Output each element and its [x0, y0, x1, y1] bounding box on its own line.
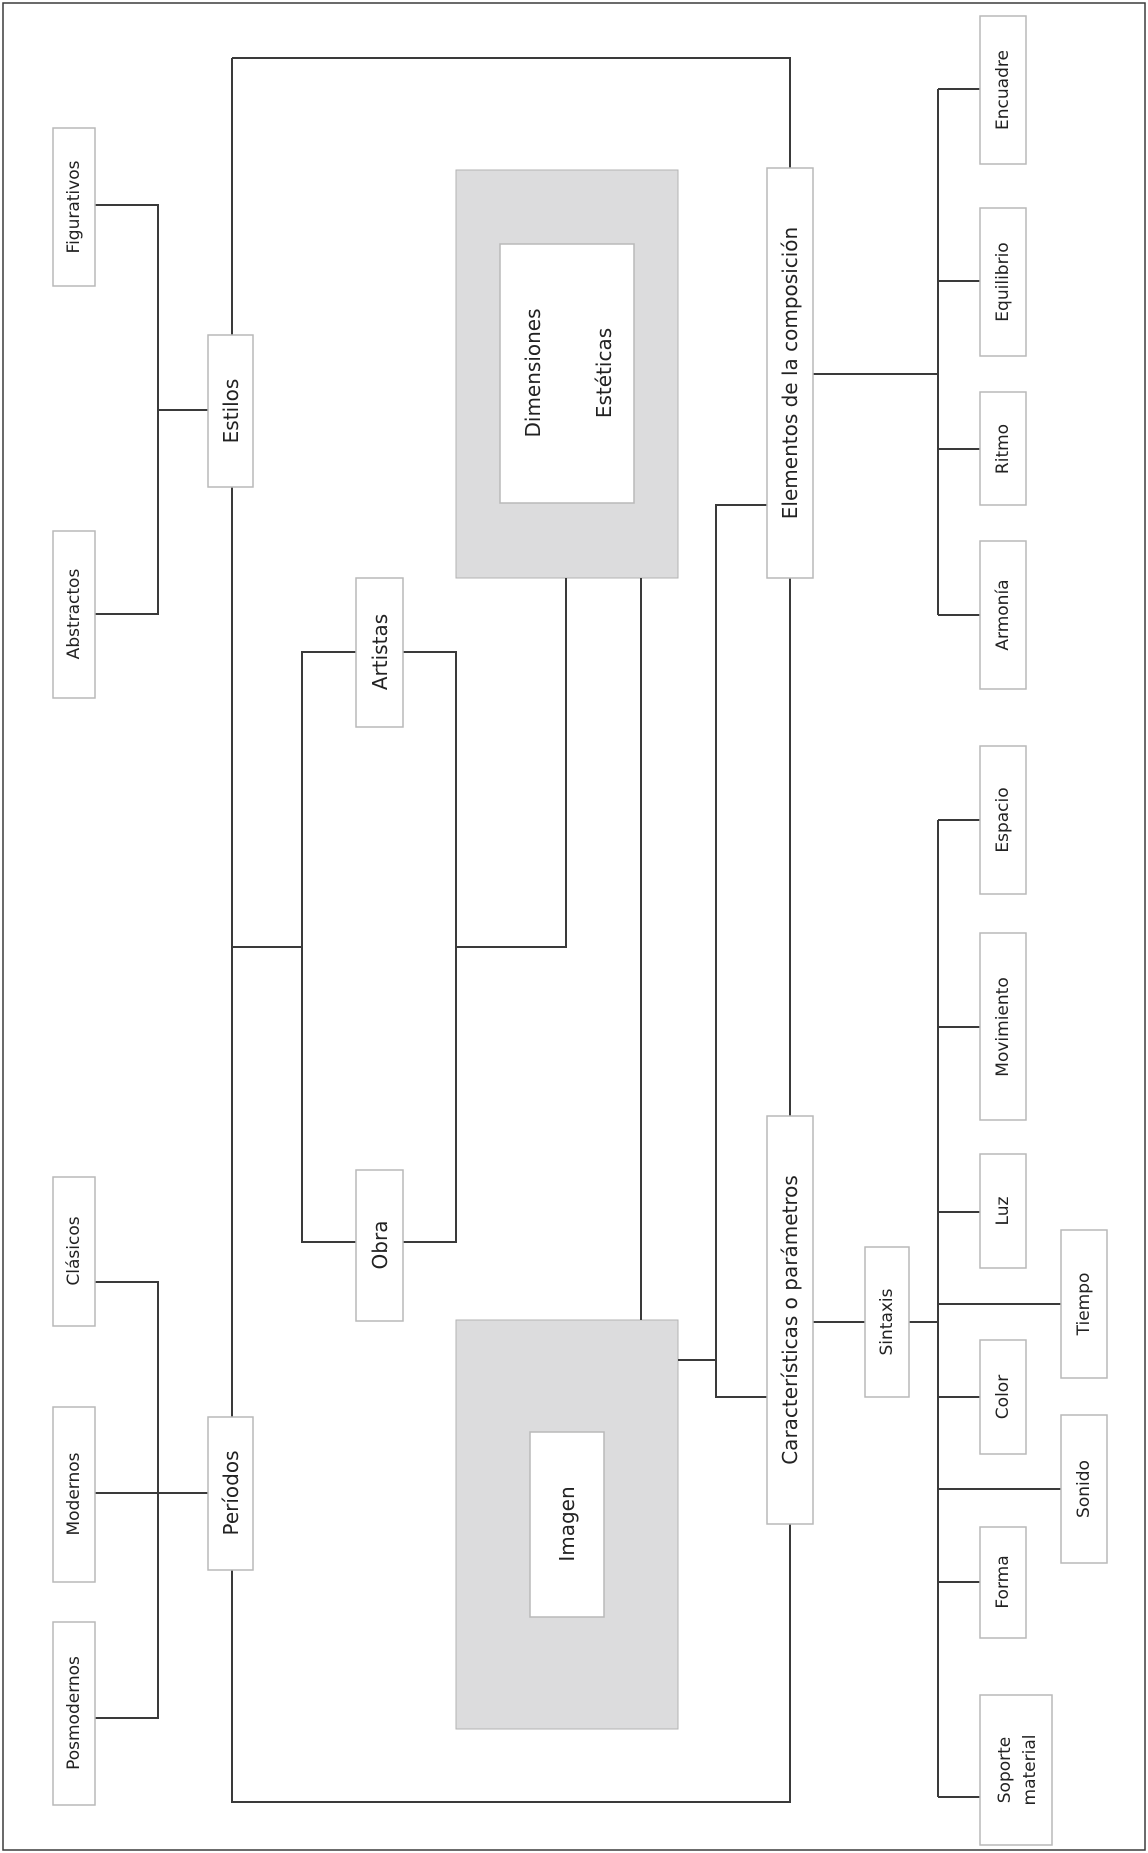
- node-estilos-label: Estilos: [219, 378, 243, 444]
- node-obra: [356, 1170, 403, 1321]
- node-dimensiones-label: Dimensiones: [521, 308, 545, 438]
- node-tiempo-label: Tiempo: [1074, 1272, 1094, 1336]
- node-abstractos: [53, 531, 95, 698]
- node-forma: [980, 1527, 1026, 1638]
- node-ritmo-label: Ritmo: [993, 423, 1013, 475]
- node-movimiento-label: Movimiento: [993, 977, 1013, 1077]
- node-posmodernos: [53, 1622, 95, 1805]
- node-caracteristicas-label: Características o parámetros: [778, 1175, 802, 1465]
- node-soporte-material: [980, 1695, 1052, 1845]
- node-sonido: [1061, 1415, 1107, 1563]
- node-modernos: [53, 1407, 95, 1582]
- node-clasicos: [53, 1177, 95, 1326]
- node-armonia-label: Armonía: [993, 579, 1013, 651]
- node-equilibrio-label: Equilibrio: [993, 242, 1013, 322]
- node-espacio-label: Espacio: [993, 787, 1013, 853]
- node-artistas: [356, 578, 403, 727]
- node-posmodernos-label: Posmodernos: [64, 1656, 84, 1770]
- node-clasicos-label: Clásicos: [64, 1216, 84, 1286]
- node-figurativos: [53, 128, 95, 286]
- node-tiempo: [1061, 1230, 1107, 1378]
- node-estilos: [208, 335, 253, 487]
- node-encuadre: [980, 16, 1026, 164]
- node-color-label: Color: [993, 1374, 1013, 1420]
- node-modernos-label: Modernos: [64, 1452, 84, 1536]
- node-imagen-label: Imagen: [555, 1486, 579, 1562]
- node-elementos-label: Elementos de la composición: [778, 226, 802, 520]
- node-luz: [980, 1154, 1026, 1268]
- node-luz-label: Luz: [993, 1196, 1013, 1226]
- node-forma-label: Forma: [993, 1555, 1013, 1609]
- node-soporte-label: Soporte: [995, 1736, 1015, 1804]
- node-color: [980, 1340, 1026, 1454]
- node-ritmo: [980, 392, 1026, 505]
- node-encuadre-label: Encuadre: [993, 50, 1013, 130]
- node-espacio: [980, 746, 1026, 894]
- node-sintaxis: [865, 1247, 909, 1397]
- node-obra-label: Obra: [368, 1220, 392, 1270]
- node-elementos-composicion: [767, 168, 813, 578]
- node-abstractos-label: Abstractos: [64, 568, 84, 660]
- node-esteticas-label: Estéticas: [592, 327, 616, 419]
- node-figurativos-label: Figurativos: [64, 160, 84, 254]
- node-periodos: [208, 1417, 253, 1570]
- node-armonia: [980, 541, 1026, 689]
- node-imagen: [555, 1486, 579, 1561]
- node-sintaxis-label: Sintaxis: [877, 1288, 897, 1356]
- node-material-label: material: [1020, 1734, 1040, 1806]
- node-sonido-label: Sonido: [1074, 1460, 1094, 1518]
- node-periodos-label: Períodos: [219, 1450, 243, 1536]
- node-caracteristicas: [767, 1116, 813, 1524]
- node-artistas-label: Artistas: [368, 613, 392, 691]
- node-movimiento: [980, 933, 1026, 1120]
- node-equilibrio: [980, 208, 1026, 356]
